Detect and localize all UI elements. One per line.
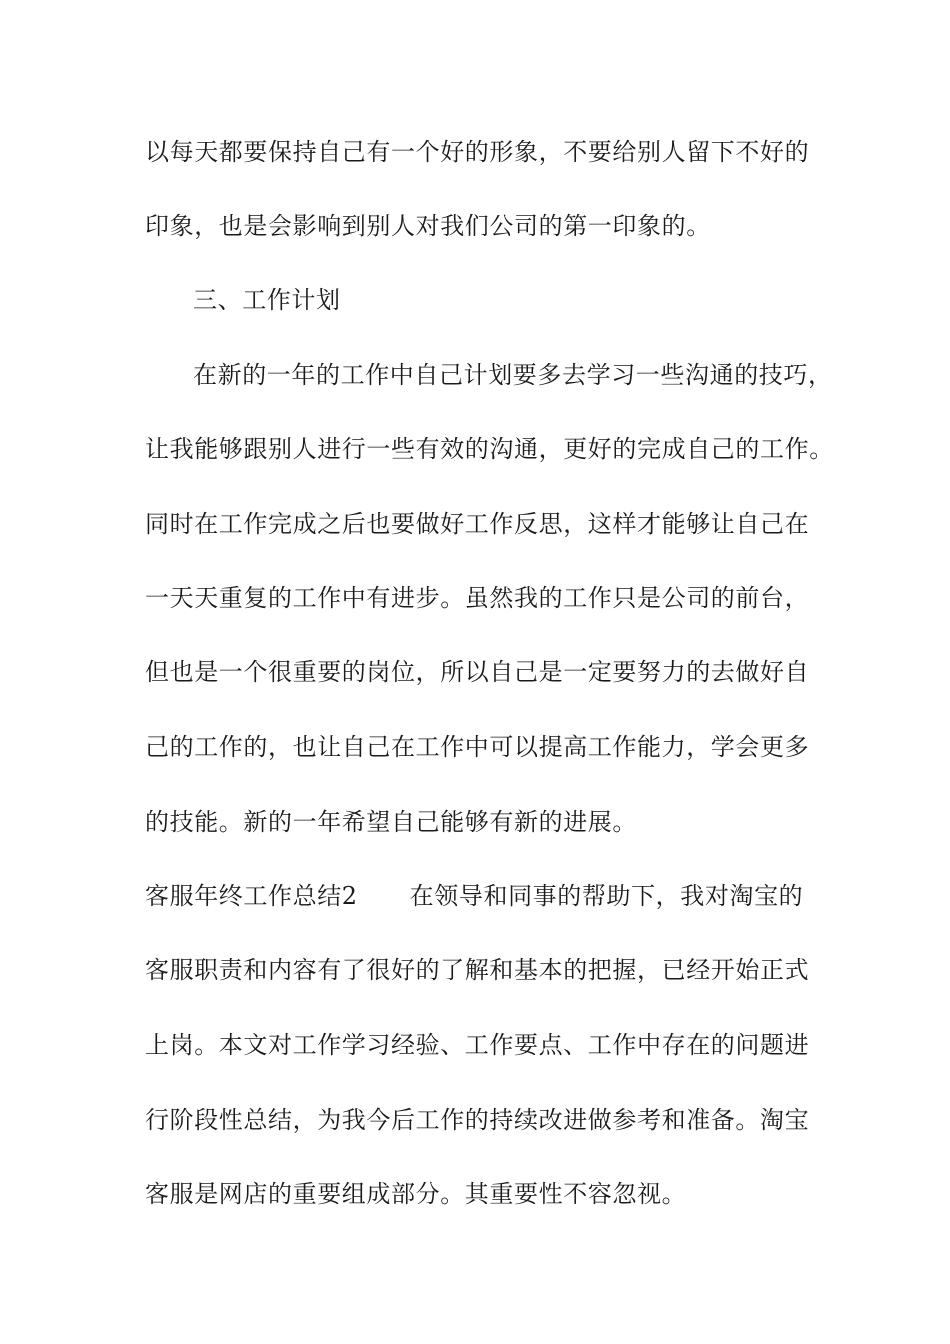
text-line: 让我能够跟别人进行一些有效的沟通，更好的完成自己的工作。 <box>145 435 834 463</box>
text-line: 印象，也是会影响到别人对我们公司的第一印象的。 <box>145 212 711 240</box>
text-line: 己的工作的，也让自己在工作中可以提高工作能力，学会更多 <box>145 733 810 761</box>
text-line: 但也是一个很重要的岗位，所以自己是一定要努力的去做好自 <box>145 658 810 686</box>
document-title: 客服年终工作总结2 <box>145 882 358 910</box>
text-line: 客服职责和内容有了很好的了解和基本的把握，已经开始正式 <box>145 956 810 984</box>
text-line: 在领导和同事的帮助下，我对淘宝的 <box>409 882 804 910</box>
text-line: 在新的一年的工作中自己计划要多去学习一些沟通的技巧， <box>193 361 833 389</box>
text-line: 同时在工作完成之后也要做好工作反思，这样才能够让自己在 <box>145 510 810 538</box>
text-line-with-title <box>145 882 803 910</box>
text-line: 一天天重复的工作中有进步。虽然我的工作只是公司的前台， <box>145 584 810 612</box>
text-line: 行阶段性总结，为我今后工作的持续改进做参考和准备。淘宝 <box>145 1106 810 1134</box>
text-line: 的技能。新的一年希望自己能够有新的进展。 <box>145 808 637 836</box>
text-line: 以每天都要保持自己有一个好的形象，不要给别人留下不好的 <box>145 138 810 166</box>
text-line: 上岗。本文对工作学习经验、工作要点、工作中存在的问题进 <box>145 1031 810 1059</box>
text-line: 客服是网店的重要组成部分。其重要性不容忽视。 <box>145 1180 687 1208</box>
section-heading: 三、工作计划 <box>193 286 341 314</box>
